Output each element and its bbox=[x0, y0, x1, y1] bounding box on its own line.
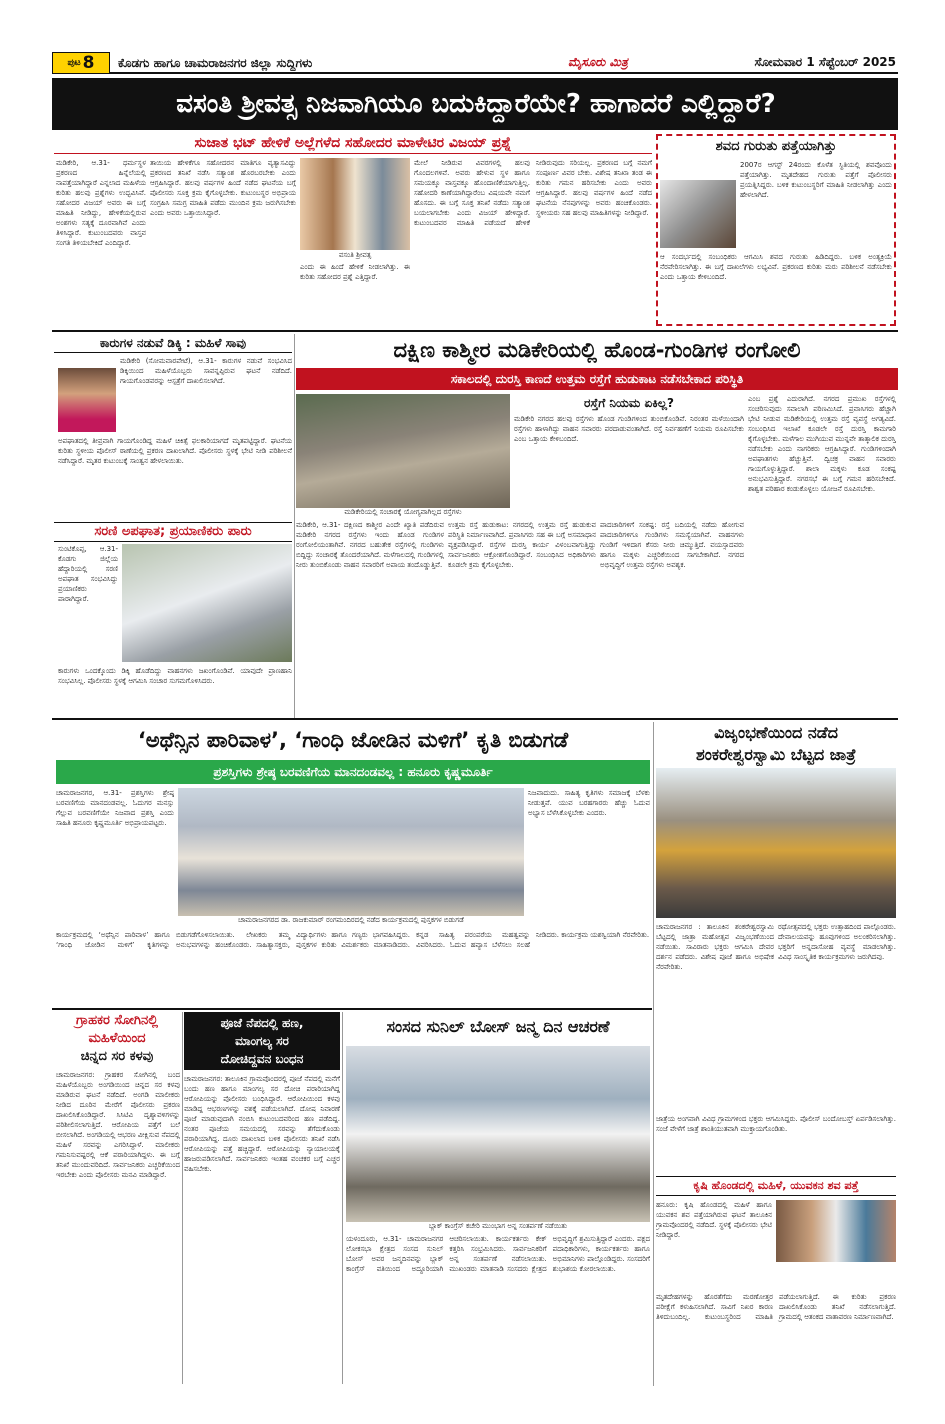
sunil-body: ಯಳಂದೂರು, ಆ.31- ಚಾಮರಾಜನಗರ ಲೋಕಸಭಾ ಕ್ಷೇತ್ರದ ಸಂಸದ ಸುನಿಲ್ ಬೋಸ್ ಅವರ ಜನ್ಮದಿನವನ್ನು ಬ್ಲಾಕ್ ಕಾಂಗ್ರೆಸ್ ವತಿಯಿಂದ ಅದ್ಧೂರಿಯಾಗಿ ಆಚರಿಸಲಾಯಿತು. ಕಾರ್ಯಕರ್ತರು ಕೇಕ್ ಕತ್ತರಿಸಿ ಸಂಭ್ರಮಿಸಿದರು. ಸಾರ್ವಜನಿಕರಿಗೆ ಅನ್ನ ಸಂತರ್ಪಣೆ ನಡೆಸಲಾಯಿತು. ಮುಖಂಡರು ಮಾತನಾಡಿ ಸಂಸದರು ಕ್ಷೇತ್ರದ ಅಭಿವೃದ್ಧಿಗೆ ಶ್ರಮಿಸುತ್ತಿದ್ದಾರೆ ಎಂದರು. ಪಕ್ಷದ ಪದಾಧಿಕಾರಿಗಳು, ಕಾರ್ಯಕರ್ತರು ಹಾಗೂ ಅಭಿಮಾನಿಗಳು ಪಾಲ್ಗೊಂಡಿದ್ದರು. ಸಂಸದರಿಗೆ ಶುಭಾಶಯ ಕೋರಲಾಯಿತು. bbox=[346, 1235, 650, 1273]
pooje-body: ಚಾಮರಾಜನಗರ: ತಾಲೂಕಿನ ಗ್ರಾಮವೊಂದರಲ್ಲಿ ಪೂಜೆ ನೆಪದಲ್ಲಿ ಮನೆಗೆ ಬಂದು ಹಣ ಹಾಗೂ ಮಾಂಗಲ್ಯ ಸರ ದೋಚಿ ಪರಾರಿಯಾಗಿದ್ದ ಆರೋಪಿಯನ್ನು ಪೊಲೀಸರು ಬಂಧಿಸಿದ್ದಾರೆ. ಆರೋಪಿಯಿಂದ ಕಳವು ಮಾಡಿದ್ದ ಆಭರಣಗಳನ್ನು ವಶಕ್ಕೆ ಪಡೆಯಲಾಗಿದೆ. ದೋಷ ನಿವಾರಣೆ ಪೂಜೆ ಮಾಡುವುದಾಗಿ ನಂಬಿಸಿ ಕುಟುಂಬದವರಿಂದ ಹಣ ಪಡೆದಿದ್ದ. ನಂತರ ಪೂಜೆಯ ಸಮಯದಲ್ಲಿ ಸರವನ್ನು ತೆಗೆದುಕೊಂಡು ಪರಾರಿಯಾಗಿದ್ದ. ದೂರು ದಾಖಲಾದ ಬಳಿಕ ಪೊಲೀಸರು ತನಿಖೆ ನಡೆಸಿ ಆರೋಪಿಯನ್ನು ಪತ್ತೆ ಹಚ್ಚಿದ್ದಾರೆ. ಆರೋಪಿಯನ್ನು ನ್ಯಾಯಾಲಯಕ್ಕೆ ಹಾಜರುಪಡಿಸಲಾಗಿದೆ. ಸಾರ್ವಜನಿಕರು ಇಂತಹ ವಂಚಕರ ಬಗ್ಗೆ ಎಚ್ಚರ ವಹಿಸಬೇಕು. bbox=[184, 1075, 340, 1173]
sunil-photo bbox=[346, 1046, 650, 1222]
book-headline: ‘ಅಥೆನ್ಸಿನ ಪಾರಿವಾಳ’, ‘ಗಾಂಧಿ ಜೋಡಿನ ಮಳಿಗೆ’ ಕೃತಿ ಬಿಡುಗಡೆ bbox=[137, 728, 569, 752]
lead-photo-caption: ವಸಂತಿ ಶ್ರೀವತ್ಸ bbox=[300, 251, 410, 260]
grahakara-body: ಚಾಮರಾಜನಗರ: ಗ್ರಾಹಕರ ಸೋಗಿನಲ್ಲಿ ಬಂದ ಮಹಿಳೆಯೊಬ್ಬರು ಅಂಗಡಿಯಿಂದ ಚಿನ್ನದ ಸರ ಕಳವು ಮಾಡಿರುವ ಘಟನೆ ನಡೆದಿದೆ. ಅಂಗಡಿ ಮಾಲೀಕರು ನೀಡಿದ ದೂರಿನ ಮೇರೆಗೆ ಪೊಲೀಸರು ಪ್ರಕರಣ ದಾಖಲಿಸಿಕೊಂಡಿದ್ದಾರೆ. ಸಿಸಿಟಿವಿ ದೃಶ್ಯಾವಳಿಗಳನ್ನು ಪರಿಶೀಲಿಸಲಾಗುತ್ತಿದೆ. ಆರೋಪಿಯ ಪತ್ತೆಗೆ ಬಲೆ ಬೀಸಲಾಗಿದೆ. ಅಂಗಡಿಯಲ್ಲಿ ಆಭರಣ ವೀಕ್ಷಿಸುವ ನೆಪದಲ್ಲಿ ಮಹಿಳೆ ಸರವನ್ನು ಎಗರಿಸಿದ್ದಾಳೆ. ಮಾಲೀಕರು ಗಮನಿಸುವಷ್ಟರಲ್ಲಿ ಆಕೆ ಪರಾರಿಯಾಗಿದ್ದಳು. ಈ ಬಗ್ಗೆ ತನಿಖೆ ಮುಂದುವರಿದಿದೆ. ಸಾರ್ವಜನಿಕರು ಎಚ್ಚರಿಕೆಯಿಂದ ಇರಬೇಕು ಎಂದು ಪೊಲೀಸರು ಮನವಿ ಮಾಡಿದ್ದಾರೆ. bbox=[56, 1071, 180, 1179]
sidebar-body-2: ಆ ಸಂದರ್ಭದಲ್ಲಿ ಸಂಬಂಧಿಕರು ಆಗಮಿಸಿ ಶವದ ಗುರುತು ಹಿಡಿದಿದ್ದರು. ಬಳಿಕ ಅಂತ್ಯಕ್ರಿಯೆ ನೆರವೇರಿಸಲಾಗಿತ್ತು. ಈ ಬಗ್ಗೆ ದಾಖಲೆಗಳು ಲಭ್ಯವಿವೆ. ಪ್ರಕರಣದ ಕುರಿತು ಮರು ಪರಿಶೀಲನೆ ನಡೆಸಬೇಕು ಎಂದು ಒತ್ತಾಯ ಕೇಳಿಬಂದಿದೆ. bbox=[660, 253, 892, 281]
lead-headline: ವಸಂತಿ ಶ್ರೀವತ್ಸ ನಿಜವಾಗಿಯೂ ಬದುಕಿದ್ದಾರೆಯೇ? ಹಾಗಾದರೆ ಎಲ್ಲಿದ್ದಾರೆ? bbox=[176, 89, 776, 119]
page-number: 8 bbox=[82, 53, 95, 73]
roads-headline: ದಕ್ಷಿಣ ಕಾಶ್ಮೀರ ಮಡಿಕೇರಿಯಲ್ಲಿ ಹೊಂಡ-ಗುಂಡಿಗಳ ರಂಗೋಲಿ bbox=[393, 338, 801, 362]
pooje-headline-2: ಮಾಂಗಲ್ಯ ಸರ bbox=[235, 1034, 289, 1048]
chain-headline: ಸರಣಿ ಅಪಘಾತ; ಪ್ರಯಾಣಿಕರು ಪಾರು bbox=[54, 522, 292, 542]
sidebar-body-1: 2007ರ ಆಗಸ್ಟ್ 24ರಂದು ಕೊಳೆತ ಸ್ಥಿತಿಯಲ್ಲಿ ಶವವೊಂದು ಪತ್ತೆಯಾಗಿತ್ತು. ಮೃತದೇಹದ ಗುರುತು ಪತ್ತೆಗೆ ಪೊಲೀಸರು ಪ್ರಯತ್ನಿಸಿದ್ದರು. ಬಳಿಕ ಕುಟುಂಬಸ್ಥರಿಗೆ ಮಾಹಿತಿ ನೀಡಲಾಗಿತ್ತು ಎಂದು ಹೇಳಲಾಗಿದೆ. bbox=[740, 161, 892, 199]
karugahalli-body-1: ಮಡಿಕೇರಿ (ಸೋಮವಾರಪೇಟೆ), ಆ.31- ಕಾರುಗಳ ನಡುವೆ ಸಂಭವಿಸಿದ ಡಿಕ್ಕಿಯಿಂದ ಮಹಿಳೆಯೊಬ್ಬರು ಸಾವನ್ನಪ್ಪಿರುವ ಘಟನೆ ನಡೆದಿದೆ. ಗಾಯಗೊಂಡವರನ್ನು ಆಸ್ಪತ್ರೆಗೆ ದಾಖಲಿಸಲಾಗಿದೆ. bbox=[120, 357, 292, 385]
lead-body-col-3: ಎಂದು ಈ ಹಿಂದೆ ಹೇಳಿಕೆ ನೀಡಲಾಗಿತ್ತು. ಈ ಕುರಿತು ಸಹೋದರ ಪ್ರಶ್ನೆ ಎತ್ತಿದ್ದಾರೆ. bbox=[300, 263, 410, 281]
book-photo bbox=[178, 788, 524, 916]
chain-body-2: ಕಾರುಗಳು ಒಂದಕ್ಕೊಂದು ಡಿಕ್ಕಿ ಹೊಡೆದಿದ್ದು ವಾಹನಗಳು ಜಖಂಗೊಂಡಿವೆ. ಯಾವುದೇ ಪ್ರಾಣಹಾನಿ ಸಂಭವಿಸಿಲ್ಲ. ಪೊಲೀಸರು ಸ್ಥಳಕ್ಕೆ ಆಗಮಿಸಿ ಸಂಚಾರ ಸುಗಮಗೊಳಿಸಿದರು. bbox=[58, 667, 292, 685]
karugahalli-headline: ಕಾರುಗಳ ನಡುವೆ ಡಿಕ್ಕಿ : ಮಹಿಳೆ ಸಾವು bbox=[54, 334, 292, 353]
roads-box-body: ಮಡಿಕೇರಿ ನಗರದ ಹಲವು ರಸ್ತೆಗಳು ಹೊಂಡ ಗುಂಡಿಗಳಿಂದ ತುಂಬಿಕೊಂಡಿವೆ. ನಿರಂತರ ಮಳೆಯಿಂದಾಗಿ ರಸ್ತೆಗಳು ಹಾಳಾಗಿದ್ದು ವಾಹನ ಸವಾರರು ಪರದಾಡುವಂತಾಗಿದೆ. ರಸ್ತೆ ನಿರ್ವಹಣೆಗೆ ನಿಯಮ ರೂಪಿಸಬೇಕು ಎಂಬ ಒತ್ತಾಯ ಕೇಳಿಬಂದಿದೆ. bbox=[514, 415, 744, 443]
divider-3 bbox=[52, 1008, 652, 1010]
jatre-body-1: ಚಾಮರಾಜನಗರ : ತಾಲೂಕಿನ ಶಂಕರೇಶ್ವರಸ್ವಾಮಿ ಬೆಟ್ಟದಲ್ಲಿ ಜಾತ್ರಾ ಮಹೋತ್ಸವ ವಿಜೃಂಭಣೆಯಿಂದ ನಡೆಯಿತು. ಸಾವಿರಾರು ಭಕ್ತರು ಆಗಮಿಸಿ ದೇವರ ದರ್ಶನ ಪಡೆದರು. ವಿಶೇಷ ಪೂಜೆ ಹಾಗೂ ಅಭಿಷೇಕ ನೆರವೇರಿತು. bbox=[656, 923, 774, 971]
chain-body-1: ಸುಂಟಿಕೊಪ್ಪ, ಆ.31- ಕೊಡಗು ಜಿಲ್ಲೆಯ ಹೆದ್ದಾರಿಯಲ್ಲಿ ಸರಣಿ ಅಪಘಾತ ಸಂಭವಿಸಿದ್ದು ಪ್ರಯಾಣಿಕರು ಪಾರಾಗಿದ್ದಾರೆ. bbox=[58, 545, 118, 603]
jatre-photo bbox=[656, 768, 896, 918]
lead-body-col-1: ಮಡಿಕೇರಿ, ಆ.31- ಧರ್ಮಸ್ಥಳ ಪ್ರಕರಣದ ಹಿನ್ನೆಲೆಯಲ್ಲಿ ನಾಪತ್ತೆಯಾಗಿದ್ದಾರೆ ಎನ್ನಲಾದ ಮಹಿಳೆಯ ಕುರಿತು ಹಲವು ಪ್ರಶ್ನೆಗಳು ಉದ್ಭವಿಸಿವೆ. ಸಹೋದರ ವಿಜಯ್ ಅವರು ಈ ಬಗ್ಗೆ ಮಾಹಿತಿ ನೀಡಿದ್ದು, ಹೇಳಿಕೆಯಲ್ಲಿರುವ ಅಂಶಗಳು ಸತ್ಯಕ್ಕೆ ದೂರವಾಗಿವೆ ಎಂದು ತಿಳಿಸಿದ್ದಾರೆ. ಕುಟುಂಬದವರು ವಾಸ್ತವ ಸಂಗತಿ ತಿಳಿಯಬೇಕಿದೆ ಎಂದಿದ್ದಾರೆ. bbox=[56, 159, 146, 247]
lead-subhead: ಸುಜಾತ ಭಟ್ ಹೇಳಿಕೆ ಅಲ್ಲೆಗಳೆದ ಸಹೋದರ ಮಾಳೇಟಿರ ವಿಜಯ್ ಪ್ರಶ್ನೆ bbox=[54, 133, 652, 154]
section-title: ಕೊಡಗು ಹಾಗೂ ಚಾಮರಾಜನಗರ ಜಿಲ್ಲಾ ಸುದ್ದಿಗಳು bbox=[118, 56, 313, 70]
chain-photo bbox=[122, 544, 292, 662]
col-rule-2 bbox=[653, 722, 654, 1386]
roads-body-1: ಮಡಿಕೇರಿ, ಆ.31- ದಕ್ಷಿಣದ ಕಾಶ್ಮೀರ ಎಂದೇ ಖ್ಯಾತಿ ಪಡೆದಿರುವ ಮಡಿಕೇರಿ ನಗರದ ರಸ್ತೆಗಳು ಇಂದು ಹೊಂಡ ಗುಂಡಿಗಳ ರಂಗೋಲಿಯಂತಾಗಿವೆ. ನಗರದ ಬಹುತೇಕ ರಸ್ತೆಗಳಲ್ಲಿ ಗುಂಡಿಗಳು ಬಿದ್ದಿದ್ದು ಸಂಚಾರಕ್ಕೆ ತೊಂದರೆಯಾಗಿದೆ. ಮಳೆಗಾಲದಲ್ಲಿ ಗುಂಡಿಗಳಲ್ಲಿ ನೀರು ತುಂಬಿಕೊಂಡು ವಾಹನ ಸವಾರರಿಗೆ ಅಪಾಯ ತಂದೊಡ್ಡುತ್ತಿವೆ. bbox=[296, 521, 444, 569]
grahakara-headline-1: ಗ್ರಾಹಕರ ಸೋಗಿನಲ್ಲಿ bbox=[75, 1013, 159, 1028]
pooje-headline-3: ದೋಚಿದ್ದವನ ಬಂಧನ bbox=[220, 1052, 304, 1066]
grahakara-headline-2: ಮಹಿಳೆಯಿಂದ bbox=[88, 1031, 146, 1046]
roads-right-col: ಎಂಬ ಪ್ರಶ್ನೆ ಎದುರಾಗಿದೆ. ನಗರದ ಪ್ರಮುಖ ರಸ್ತೆಗಳಲ್ಲಿ ಸಂಚರಿಸುವುದು ಸವಾಲಾಗಿ ಪರಿಣಮಿಸಿದೆ. ಪ್ರವಾಸಿಗರು ಹೆಚ್ಚಾಗಿ ಭೇಟಿ ನೀಡುವ ಮಡಿಕೇರಿಯಲ್ಲಿ ಉತ್ತಮ ರಸ್ತೆ ವ್ಯವಸ್ಥೆ ಅಗತ್ಯವಿದೆ. ಸಂಬಂಧಿಸಿದ ಇಲಾಖೆ ಕೂಡಲೇ ರಸ್ತೆ ದುರಸ್ತಿ ಕಾಮಗಾರಿ ಕೈಗೊಳ್ಳಬೇಕು. ಮಳೆಗಾಲ ಮುಗಿಯುವ ಮುನ್ನವೇ ತಾತ್ಕಾಲಿಕ ದುರಸ್ತಿ ನಡೆಸಬೇಕು ಎಂದು ನಾಗರಿಕರು ಆಗ್ರಹಿಸಿದ್ದಾರೆ. ಗುಂಡಿಗಳಿಂದಾಗಿ ಅಪಘಾತಗಳು ಹೆಚ್ಚುತ್ತಿವೆ. ದ್ವಿಚಕ್ರ ವಾಹನ ಸವಾರರು ಗಾಯಗೊಳ್ಳುತ್ತಿದ್ದಾರೆ. ಶಾಲಾ ಮಕ್ಕಳು ಕೂಡ ಸಂಕಷ್ಟ ಅನುಭವಿಸುತ್ತಿದ್ದಾರೆ. ನಗರಸಭೆ ಈ ಬಗ್ಗೆ ಗಮನ ಹರಿಸಬೇಕಿದೆ. ಶಾಶ್ವತ ಪರಿಹಾರ ಕಂಡುಕೊಳ್ಳಲು ಯೋಜನೆ ರೂಪಿಸಬೇಕು. bbox=[748, 395, 896, 493]
paper-name: ಮೈಸೂರು ಮಿತ್ರ bbox=[568, 55, 628, 69]
col-rule-1 bbox=[294, 334, 295, 718]
pooje-headline-1: ಪೂಜೆ ನೆಪದಲ್ಲಿ ಹಣ, bbox=[220, 1016, 304, 1030]
divider-1 bbox=[52, 330, 898, 332]
page-number-box bbox=[52, 52, 110, 74]
sunil-photo-caption: ಬ್ಲಾಕ್ ಕಾಂಗ್ರೆಸ್ ಕಚೇರಿ ಮುಂಭಾಗ ಅನ್ನ ಸಂತರ್ಪಣೆ ನಡೆಯಿತು bbox=[346, 1222, 650, 1231]
krushi-body-1: ಹನೂರು: ಕೃಷಿ ಹೊಂಡದಲ್ಲಿ ಮಹಿಳೆ ಹಾಗೂ ಯುವಕನ ಶವ ಪತ್ತೆಯಾಗಿರುವ ಘಟನೆ ತಾಲೂಕಿನ ಗ್ರಾಮವೊಂದರಲ್ಲಿ ನಡೆದಿದೆ. ಸ್ಥಳಕ್ಕೆ ಪೊಲೀಸರು ಭೇಟಿ ನೀಡಿದ್ದಾರೆ. bbox=[656, 1201, 772, 1239]
sidebar-photo bbox=[660, 180, 736, 248]
lead-sidebar-head: ಶವದ ಗುರುತು ಪತ್ತೆಯಾಗಿತ್ತು bbox=[715, 139, 837, 154]
col-rule-3 bbox=[182, 1012, 183, 1384]
book-body-2: ನಿಜವಾದುದು. ಸಾಹಿತ್ಯ ಕೃತಿಗಳು ಸಮಾಜಕ್ಕೆ ಬೆಳಕು ನೀಡುತ್ತವೆ. ಯುವ ಬರಹಗಾರರು ಹೆಚ್ಚು ಓದುವ ಅಭ್ಯಾಸ ಬೆಳೆಸಿಕೊಳ್ಳಬೇಕು ಎಂದರು. bbox=[528, 789, 650, 817]
krushi-headline: ಕೃಷಿ ಹೊಂಡದಲ್ಲಿ ಮಹಿಳೆ, ಯುವಕನ ಶವ ಪತ್ತೆ bbox=[656, 1176, 896, 1196]
sunil-headline: ಸಂಸದ ಸುನಿಲ್ ಬೋಸ್ ಜನ್ಮ ದಿನ ಆಚರಣೆ bbox=[386, 1017, 610, 1036]
roads-subhead: ಸಕಾಲದಲ್ಲಿ ದುರಸ್ತಿ ಕಾಣದೆ ಉತ್ತಮ ರಸ್ತೆಗೆ ಹುಡುಕಾಟ ನಡೆಸಬೇಕಾದ ಪರಿಸ್ಥಿತಿ bbox=[450, 372, 744, 386]
book-body-1: ಚಾಮರಾಜನಗರ, ಆ.31- ಪ್ರಶಸ್ತಿಗಳು ಶ್ರೇಷ್ಠ ಬರವಣಿಗೆಯ ಮಾನದಂಡವಲ್ಲ. ಓದುಗರ ಮನಸ್ಸು ಗೆಲ್ಲುವ ಬರವಣಿಗೆಯೇ ನಿಜವಾದ ಪ್ರಶಸ್ತಿ ಎಂದು ಸಾಹಿತಿ ಹನೂರು ಕೃಷ್ಣಮೂರ್ತಿ ಅಭಿಪ್ರಾಯಪಟ್ಟರು. bbox=[56, 789, 174, 827]
lead-body-col-4: ಮೇಲೆ ನೀಡಿರುವ ವಿವರಗಳಲ್ಲಿ ಹಲವು ಗೊಂದಲಗಳಿವೆ. ಅವರು ಹೇಳುವ ಸ್ಥಳ ಹಾಗೂ ಸಮಯಕ್ಕೂ ವಾಸ್ತವಕ್ಕೂ ಹೊಂದಾಣಿಕೆಯಾಗುತ್ತಿಲ್ಲ. ಸಹೋದರಿ ಕಾಣೆಯಾಗಿದ್ದಾರೆಂಬ ವಿಷಯವೇ ನಮಗೆ ಹೊಸದು. ಈ ಬಗ್ಗೆ ಸೂಕ್ತ ತನಿಖೆ ನಡೆದು ಸತ್ಯಾಂಶ ಬಯಲಾಗಬೇಕು ಎಂದು ವಿಜಯ್ ಹೇಳಿದ್ದಾರೆ. ಕುಟುಂಬದವರ ಮಾಹಿತಿ ಪಡೆಯದೆ ಹೇಳಿಕೆ ನೀಡಿರುವುದು ಸರಿಯಲ್ಲ. ಪ್ರಕರಣದ ಬಗ್ಗೆ ನಮಗೆ ಸಂಪೂರ್ಣ ವಿವರ ಬೇಕು. ವಿಶೇಷ ತನಿಖಾ ತಂಡ ಈ ಕುರಿತು ಗಮನ ಹರಿಸಬೇಕು ಎಂದು ಅವರು ಆಗ್ರಹಿಸಿದ್ದಾರೆ. ಹಲವು ವರ್ಷಗಳ ಹಿಂದೆ ನಡೆದ ಘಟನೆಯ ನೆನಪುಗಳನ್ನು ಅವರು ಹಂಚಿಕೊಂಡರು. ಸ್ಥಳೀಯರು ಸಹ ಹಲವು ಮಾಹಿತಿಗಳನ್ನು ನೀಡಿದ್ದಾರೆ. bbox=[414, 159, 652, 227]
karugahalli-body-2: ಅಪಘಾತದಲ್ಲಿ ತೀವ್ರವಾಗಿ ಗಾಯಗೊಂಡಿದ್ದ ಮಹಿಳೆ ಚಿಕಿತ್ಸೆ ಫಲಕಾರಿಯಾಗದೆ ಮೃತಪಟ್ಟಿದ್ದಾರೆ. ಘಟನೆಯ ಕುರಿತು ಸ್ಥಳೀಯ ಪೊಲೀಸ್ ಠಾಣೆಯಲ್ಲಿ ಪ್ರಕರಣ ದಾಖಲಾಗಿದೆ. ಪೊಲೀಸರು ಸ್ಥಳಕ್ಕೆ ಭೇಟಿ ನೀಡಿ ಪರಿಶೀಲನೆ ನಡೆಸಿದ್ದಾರೆ. ಮೃತರ ಕುಟುಂಬಕ್ಕೆ ಸಾಂತ್ವನ ಹೇಳಲಾಯಿತು. bbox=[58, 437, 292, 465]
jatre-headline-2: ಶಂಕರೇಶ್ವರಸ್ವಾಮಿ ಬೆಟ್ಟದ ಜಾತ್ರೆ bbox=[695, 745, 856, 764]
roads-body-3: ಪಾದಚಾರಿಗಳಿಗೆ ಸಂಕಷ್ಟ: ರಸ್ತೆ ಬದಿಯಲ್ಲಿ ನಡೆದು ಹೋಗುವ ಪಾದಚಾರಿಗಳಿಗೂ ಗುಂಡಿಗಳು ಸಮಸ್ಯೆಯಾಗಿವೆ. ವಾಹನಗಳು ಗುಂಡಿಗೆ ಇಳಿದಾಗ ಕೆಸರು ನೀರು ಚಿಮ್ಮುತ್ತಿದೆ. ವಯಸ್ಸಾದವರು ಹಾಗೂ ಮಕ್ಕಳು ಎಚ್ಚರಿಕೆಯಿಂದ ಸಾಗಬೇಕಾಗಿದೆ. ನಗರದ ಅಭಿವೃದ್ಧಿಗೆ ಉತ್ತಮ ರಸ್ತೆಗಳು ಅವಶ್ಯಕ. bbox=[600, 521, 744, 569]
jatre-headline-1: ವಿಜೃಂಭಣೆಯಿಂದ ನಡೆದ bbox=[714, 723, 838, 742]
book-photo-caption: ಚಾಮರಾಜನಗರದ ಡಾ. ರಾಜಕುಮಾರ್ ರಂಗಮಂದಿರದಲ್ಲಿ ನಡೆದ ಕಾರ್ಯಕ್ರಮದಲ್ಲಿ ಪುಸ್ತಕಗಳ ಬಿಡುಗಡೆ bbox=[178, 916, 524, 925]
issue-date: ಸೋಮವಾರ 1 ಸೆಪ್ಟೆಂಬರ್ 2025 bbox=[754, 55, 896, 69]
krushi-body-2: ಮೃತದೇಹಗಳನ್ನು ಹೊರತೆಗೆದು ಮರಣೋತ್ತರ ಪರೀಕ್ಷೆಗೆ ಕಳುಹಿಸಲಾಗಿದೆ. ಸಾವಿಗೆ ನಿಖರ ಕಾರಣ ತಿಳಿದುಬಂದಿಲ್ಲ. ಕುಟುಂಬಸ್ಥರಿಂದ ಮಾಹಿತಿ ಪಡೆಯಲಾಗುತ್ತಿದೆ. ಈ ಕುರಿತು ಪ್ರಕರಣ ದಾಖಲಿಸಿಕೊಂಡು ತನಿಖೆ ನಡೆಸಲಾಗುತ್ತಿದೆ. ಗ್ರಾಮದಲ್ಲಿ ಆತಂಕದ ವಾತಾವರಣ ನಿರ್ಮಾಣವಾಗಿದೆ. bbox=[656, 1293, 896, 1321]
book-subhead: ಪ್ರಶಸ್ತಿಗಳು ಶ್ರೇಷ್ಠ ಬರವಣಿಗೆಯ ಮಾನದಂಡವಲ್ಲ : ಹನೂರು ಕೃಷ್ಣಮೂರ್ತಿ bbox=[213, 765, 493, 779]
roads-box-head: ರಸ್ತೆಗೆ ನಿಯಮ ಏಕಿಲ್ಲ? bbox=[583, 396, 674, 410]
col-rule-4 bbox=[342, 1012, 343, 1384]
roads-photo bbox=[296, 394, 510, 508]
lead-photo bbox=[300, 158, 410, 250]
jatre-body-3: ಜಾತ್ರೆಯ ಅಂಗವಾಗಿ ವಿವಿಧ ಗ್ರಾಮಗಳಿಂದ ಭಕ್ತರು ಆಗಮಿಸಿದ್ದರು. ಪೊಲೀಸ್ ಬಂದೋಬಸ್ತ್ ಏರ್ಪಡಿಸಲಾಗಿತ್ತು. ಸಂಜೆ ವೇಳೆಗೆ ಜಾತ್ರೆ ಶಾಂತಿಯುತವಾಗಿ ಮುಕ್ತಾಯಗೊಂಡಿತು. bbox=[656, 1115, 896, 1133]
roads-photo-caption: ಮಡಿಕೇರಿಯಲ್ಲಿ ಸಂಚಾರಕ್ಕೆ ಯೋಗ್ಯವಾಗಿಲ್ಲದ ರಸ್ತೆಗಳು bbox=[296, 508, 510, 517]
page-label: ಪುಟ bbox=[67, 58, 81, 68]
divider-2 bbox=[52, 718, 898, 720]
roads-body-2: ಉತ್ತಮ ರಸ್ತೆ ಹುಡುಕಾಟ: ನಗರದಲ್ಲಿ ಉತ್ತಮ ರಸ್ತೆ ಹುಡುಕುವ ಪರಿಸ್ಥಿತಿ ನಿರ್ಮಾಣವಾಗಿದೆ. ಪ್ರವಾಸಿಗರು ಸಹ ಈ ಬಗ್ಗೆ ಅಸಮಾಧಾನ ವ್ಯಕ್ತಪಡಿಸಿದ್ದಾರೆ. ರಸ್ತೆಗಳ ದುರಸ್ತಿ ಕಾರ್ಯ ವಿಳಂಬವಾಗುತ್ತಿದ್ದು ಸಾರ್ವಜನಿಕರು ಆಕ್ರೋಶಗೊಂಡಿದ್ದಾರೆ. ಸಂಬಂಧಿಸಿದ ಅಧಿಕಾರಿಗಳು ಕೂಡಲೇ ಕ್ರಮ ಕೈಗೊಳ್ಳಬೇಕು. bbox=[448, 521, 596, 569]
grahakara-headline-3: ಚಿನ್ನದ ಸರ ಕಳವು bbox=[80, 1049, 154, 1064]
jatre-body-2: ರಥೋತ್ಸವದಲ್ಲಿ ಭಕ್ತರು ಉತ್ಸಾಹದಿಂದ ಪಾಲ್ಗೊಂಡರು. ದೇವಾಲಯವನ್ನು ಹೂವುಗಳಿಂದ ಅಲಂಕರಿಸಲಾಗಿತ್ತು. ಭಕ್ತರಿಗೆ ಅನ್ನದಾಸೋಹ ವ್ಯವಸ್ಥೆ ಮಾಡಲಾಗಿತ್ತು. ವಿವಿಧ ಸಾಂಸ್ಕೃತಿಕ ಕಾರ್ಯಕ್ರಮಗಳು ಜರುಗಿದವು. bbox=[778, 923, 896, 961]
victim-photo bbox=[58, 368, 116, 432]
krushi-photo bbox=[776, 1200, 896, 1262]
lead-body-col-2: ತಾಯಿಯ ಹೇಳಿಕೆಗೂ ಸಹೋದರನ ಮಾತಿಗೂ ವ್ಯತ್ಯಾಸವಿದ್ದು ಪ್ರಕರಣದ ತನಿಖೆ ನಡೆಸಿ ಸತ್ಯಾಂಶ ಹೊರಬರಬೇಕು ಎಂದು ಆಗ್ರಹಿಸಿದ್ದಾರೆ. ಹಲವು ವರ್ಷಗಳ ಹಿಂದೆ ನಡೆದ ಘಟನೆಯ ಬಗ್ಗೆ ಪೊಲೀಸರು ಸೂಕ್ತ ಕ್ರಮ ಕೈಗೊಳ್ಳಬೇಕು. ಕುಟುಂಬಸ್ಥರ ಅಭಿಪ್ರಾಯ ಸಂಗ್ರಹಿಸಿ ಸಮಗ್ರ ಮಾಹಿತಿ ಪಡೆದು ಮುಂದಿನ ಕ್ರಮ ಜರುಗಿಸಬೇಕು ಎಂದು ಅವರು ಒತ್ತಾಯಿಸಿದ್ದಾರೆ. bbox=[150, 159, 296, 217]
book-body-3: ಕಾರ್ಯಕ್ರಮದಲ್ಲಿ ‘ಅಥೆನ್ಸಿನ ಪಾರಿವಾಳ’ ಹಾಗೂ ‘ಗಾಂಧಿ ಜೋಡಿನ ಮಳಿಗೆ’ ಕೃತಿಗಳನ್ನು ಬಿಡುಗಡೆಗೊಳಿಸಲಾಯಿತು. ಲೇಖಕರು ತಮ್ಮ ಅನುಭವಗಳನ್ನು ಹಂಚಿಕೊಂಡರು. ಸಾಹಿತ್ಯಾಸಕ್ತರು, ವಿದ್ಯಾರ್ಥಿಗಳು ಹಾಗೂ ಗಣ್ಯರು ಭಾಗವಹಿಸಿದ್ದರು. ಪುಸ್ತಕಗಳ ಕುರಿತು ವಿಮರ್ಶಕರು ಮಾತನಾಡಿದರು. ಕನ್ನಡ ಸಾಹಿತ್ಯ ಪರಂಪರೆಯ ಮಹತ್ವವನ್ನು ವಿವರಿಸಿದರು. ಓದುವ ಹವ್ಯಾಸ ಬೆಳೆಸಲು ಸಲಹೆ ನೀಡಿದರು. ಕಾರ್ಯಕ್ರಮ ಯಶಸ್ವಿಯಾಗಿ ನೆರವೇರಿತು. bbox=[56, 931, 650, 949]
